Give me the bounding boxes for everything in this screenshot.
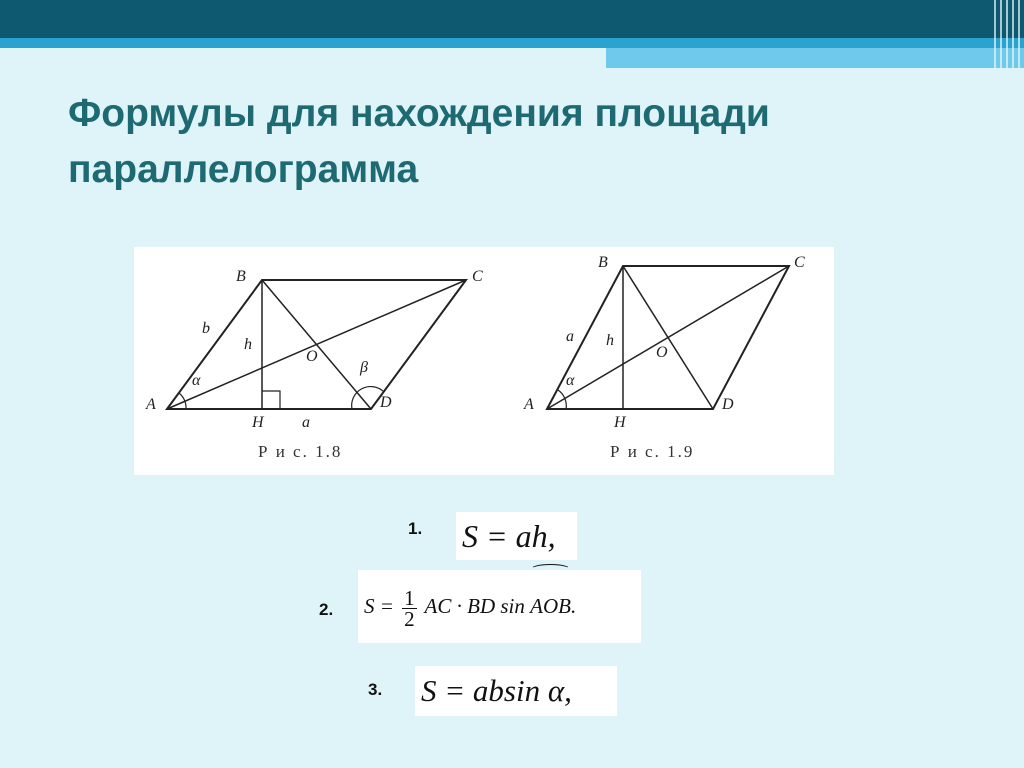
label-height-h-2: h bbox=[606, 332, 614, 349]
formula-2-angle: AOB bbox=[530, 570, 571, 643]
diagonal-bd-2 bbox=[623, 266, 713, 409]
label-d-vertex-2: D bbox=[722, 396, 734, 413]
diagonal-bd-1 bbox=[262, 280, 371, 409]
title-line-1: Формулы для нахождения площади bbox=[68, 92, 770, 135]
header-accent-strip bbox=[606, 48, 1024, 68]
formula-2-lhs: S = bbox=[364, 594, 394, 618]
header-decoration bbox=[990, 0, 1024, 68]
label-side-a-2: a bbox=[566, 328, 574, 345]
label-h-foot-1: H bbox=[252, 414, 264, 431]
label-c-vertex-2: C bbox=[794, 254, 805, 271]
right-angle-mark bbox=[262, 391, 280, 409]
label-o-center-2: O bbox=[656, 344, 668, 361]
figure-1-9 bbox=[547, 266, 789, 409]
caption-fig-1-9: Р и с. 1.9 bbox=[610, 442, 695, 461]
label-height-h-1: h bbox=[244, 336, 252, 353]
label-c-vertex-1: C bbox=[472, 268, 483, 285]
label-a-vertex-1: A bbox=[146, 396, 156, 413]
label-alpha-2: α bbox=[566, 372, 575, 389]
figure-1-8 bbox=[167, 280, 466, 409]
label-h-foot-2: H bbox=[614, 414, 626, 431]
title-line-2: параллелограмма bbox=[68, 148, 419, 191]
formula-1: S = ah, bbox=[456, 512, 577, 560]
label-b-vertex-1: B bbox=[236, 268, 246, 285]
label-d-vertex-1: D bbox=[380, 394, 392, 411]
slide-title bbox=[68, 86, 968, 198]
formula-3: S = absin α, bbox=[415, 666, 617, 716]
formula-2-end: . bbox=[570, 594, 577, 618]
fraction-numerator: 1 bbox=[404, 585, 415, 610]
figures-svg bbox=[134, 247, 834, 475]
formula-2-product: AC · BD sin bbox=[424, 594, 525, 618]
label-a-vertex-2: A bbox=[524, 396, 534, 413]
label-side-b: b bbox=[202, 320, 210, 337]
label-o-center-1: O bbox=[306, 348, 318, 365]
parallelogram-figures bbox=[134, 247, 834, 475]
formula-2-fraction bbox=[402, 585, 417, 631]
label-side-a-1: a bbox=[302, 414, 310, 431]
fraction-denominator: 2 bbox=[404, 606, 415, 631]
formula-2 bbox=[358, 570, 641, 643]
angle-alpha-arc-1 bbox=[179, 393, 186, 409]
formula-2-number: 2. bbox=[319, 600, 334, 619]
formula-3-number: 3. bbox=[368, 680, 383, 699]
formula-1-number: 1. bbox=[408, 519, 423, 538]
header-bar bbox=[0, 0, 1024, 38]
label-alpha-1: α bbox=[192, 372, 201, 389]
caption-fig-1-8: Р и с. 1.8 bbox=[258, 442, 343, 461]
label-beta: β bbox=[360, 359, 368, 376]
label-b-vertex-2: B bbox=[598, 254, 608, 271]
header-strip bbox=[0, 38, 1024, 48]
